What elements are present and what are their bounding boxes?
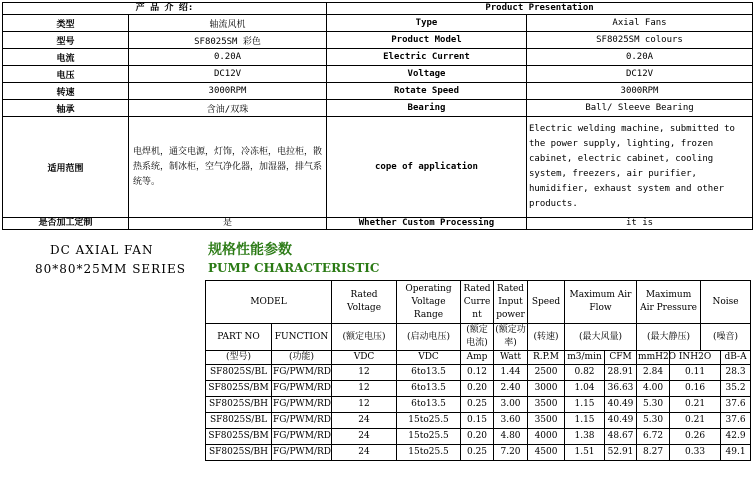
col-air-flow: Maximum Air Flow — [565, 281, 637, 324]
col-rated-voltage: Rated Voltage — [332, 281, 397, 324]
value-speed-cn: 3000RPM — [129, 83, 327, 100]
cell-rated-voltage: 24 — [332, 445, 397, 461]
cell-noise: 37.6 — [721, 413, 751, 429]
col-rated-current: Rated Curre nt — [461, 281, 494, 324]
cell-function: FG/PWM/RD — [272, 381, 332, 397]
cell-rated-current: 0.20 — [461, 381, 494, 397]
cell-pressure-in: 0.21 — [670, 397, 721, 413]
col-noise-cn: (噪音) — [701, 324, 751, 351]
table-row — [206, 413, 751, 429]
cell-operating-range: 15to25.5 — [397, 445, 461, 461]
label-custom-cn: 是否加工定制 — [3, 218, 129, 230]
cell-flow-m3: 1.38 — [565, 429, 605, 445]
label-bearing-en: Bearing — [327, 100, 527, 117]
cell-flow-m3: 1.04 — [565, 381, 605, 397]
cell-pressure-in: 0.21 — [670, 413, 721, 429]
cell-flow-cfm: 48.67 — [605, 429, 637, 445]
cell-speed: 4000 — [528, 429, 565, 445]
performance-title-cn: 规格性能参数 — [208, 242, 292, 258]
unit-noise: dB-A — [721, 351, 751, 365]
cell-rated-power: 7.20 — [494, 445, 528, 461]
value-voltage-en: DC12V — [527, 66, 753, 83]
cell-rated-voltage: 24 — [332, 413, 397, 429]
label-model-en: Product Model — [327, 32, 527, 49]
cell-noise: 49.1 — [721, 445, 751, 461]
col-speed-cn: (转速) — [528, 324, 565, 351]
value-bearing-en: Ball/ Sleeve Bearing — [527, 100, 753, 117]
cell-flow-cfm: 28.91 — [605, 365, 637, 381]
cell-flow-cfm: 36.63 — [605, 381, 637, 397]
col-function-cn: (功能) — [272, 351, 332, 365]
value-current-cn: 0.20A — [129, 49, 327, 66]
unit-flow-m3: m3/min — [565, 351, 605, 365]
cell-rated-power: 3.00 — [494, 397, 528, 413]
col-air-pressure: Maximum Air Pressure — [637, 281, 701, 324]
label-current-cn: 电流 — [3, 49, 129, 66]
value-type-cn: 轴流风机 — [129, 15, 327, 32]
cell-operating-range: 6to13.5 — [397, 365, 461, 381]
product-presentation-table — [2, 2, 753, 230]
cell-part-no: SF8025S/BM — [206, 381, 272, 397]
table-row — [206, 445, 751, 461]
cell-speed: 3000 — [528, 381, 565, 397]
cell-flow-m3: 1.51 — [565, 445, 605, 461]
unit-power: Watt — [494, 351, 528, 365]
col-rated-power: Rated Input power — [494, 281, 528, 324]
cell-part-no: SF8025S/BL — [206, 365, 272, 381]
label-model-cn: 型号 — [3, 32, 129, 49]
value-bearing-cn: 含油/双珠 — [129, 100, 327, 117]
cell-part-no: SF8025S/BM — [206, 429, 272, 445]
cell-rated-current: 0.15 — [461, 413, 494, 429]
label-type-cn: 类型 — [3, 15, 129, 32]
table-row — [206, 429, 751, 445]
cell-rated-current: 0.25 — [461, 397, 494, 413]
cell-flow-m3: 0.82 — [565, 365, 605, 381]
cell-operating-range: 15to25.5 — [397, 413, 461, 429]
col-speed: Speed — [528, 281, 565, 324]
cell-rated-power: 3.60 — [494, 413, 528, 429]
cell-rated-power: 4.80 — [494, 429, 528, 445]
cell-rated-current: 0.12 — [461, 365, 494, 381]
value-application-cn: 电焊机，通交电源，灯饰，冷冻柜，电拉柜，散热系统，制冰柜，空气净化器，加湿器，排气系统等。 — [129, 117, 327, 218]
cell-part-no: SF8025S/BL — [206, 413, 272, 429]
cell-rated-voltage: 12 — [332, 397, 397, 413]
unit-voltage: VDC — [332, 351, 397, 365]
value-type-en: Axial Fans — [527, 15, 753, 32]
cell-flow-cfm: 52.91 — [605, 445, 637, 461]
cell-pressure-mm: 5.30 — [637, 413, 670, 429]
cell-function: FG/PWM/RD — [272, 445, 332, 461]
header-cn: 产 品 介 绍: — [3, 3, 327, 15]
value-voltage-cn: DC12V — [129, 66, 327, 83]
cell-rated-current: 0.20 — [461, 429, 494, 445]
label-bearing-cn: 轴承 — [3, 100, 129, 117]
cell-part-no: SF8025S/BH — [206, 445, 272, 461]
label-custom-en: Whether Custom Processing — [327, 218, 527, 230]
label-voltage-en: Voltage — [327, 66, 527, 83]
label-type-en: Type — [327, 15, 527, 32]
value-current-en: 0.20A — [527, 49, 753, 66]
cell-speed: 2500 — [528, 365, 565, 381]
label-current-en: Electric Current — [327, 49, 527, 66]
cell-function: FG/PWM/RD — [272, 429, 332, 445]
unit-flow-cfm: CFM — [605, 351, 637, 365]
table-row — [206, 397, 751, 413]
col-part-no: PART NO — [206, 324, 272, 351]
cell-speed: 4500 — [528, 445, 565, 461]
value-custom-en: it is — [527, 218, 753, 230]
header-en: Product Presentation — [327, 3, 753, 15]
cell-noise: 42.9 — [721, 429, 751, 445]
cell-pressure-mm: 5.30 — [637, 397, 670, 413]
cell-flow-cfm: 40.49 — [605, 397, 637, 413]
cell-flow-cfm: 40.49 — [605, 413, 637, 429]
cell-pressure-in: 0.26 — [670, 429, 721, 445]
cell-flow-m3: 1.15 — [565, 397, 605, 413]
col-air-pressure-cn: (最大静压) — [637, 324, 701, 351]
label-application-en: cope of application — [327, 117, 527, 218]
series-title-line2: 80*80*25MM SERIES — [35, 262, 186, 276]
performance-table — [205, 280, 751, 461]
col-rated-voltage-cn: (额定电压) — [332, 324, 397, 351]
cell-pressure-mm: 2.84 — [637, 365, 670, 381]
col-function: FUNCTION — [272, 324, 332, 351]
cell-pressure-in: 0.11 — [670, 365, 721, 381]
col-air-flow-cn: (最大风量) — [565, 324, 637, 351]
cell-pressure-in: 0.16 — [670, 381, 721, 397]
cell-pressure-mm: 6.72 — [637, 429, 670, 445]
unit-speed: R.P.M — [528, 351, 565, 365]
col-noise: Noise — [701, 281, 751, 324]
cell-function: FG/PWM/RD — [272, 365, 332, 381]
col-operating-range-cn: (启动电压) — [397, 324, 461, 351]
cell-operating-range: 15to25.5 — [397, 429, 461, 445]
label-speed-cn: 转速 — [3, 83, 129, 100]
value-model-cn: SF8025SM 彩色 — [129, 32, 327, 49]
col-model: MODEL — [206, 281, 332, 324]
cell-part-no: SF8025S/BH — [206, 397, 272, 413]
unit-range: VDC — [397, 351, 461, 365]
col-rated-power-cn: (额定功率) — [494, 324, 528, 351]
cell-pressure-mm: 4.00 — [637, 381, 670, 397]
cell-flow-m3: 1.15 — [565, 413, 605, 429]
col-operating-range: Operating Voltage Range — [397, 281, 461, 324]
performance-title-en: PUMP CHARACTERISTIC — [208, 261, 380, 275]
unit-current: Amp — [461, 351, 494, 365]
cell-pressure-in: 0.33 — [670, 445, 721, 461]
value-speed-en: 3000RPM — [527, 83, 753, 100]
value-custom-cn: 是 — [129, 218, 327, 230]
cell-rated-power: 2.40 — [494, 381, 528, 397]
cell-rated-voltage: 24 — [332, 429, 397, 445]
col-rated-current-cn: (额定电流) — [461, 324, 494, 351]
label-application-cn: 适用范围 — [3, 117, 129, 218]
unit-pressure-mm: mmH2O — [637, 351, 670, 365]
col-part-no-cn: (型号) — [206, 351, 272, 365]
series-title-line1: DC AXIAL FAN — [50, 243, 154, 257]
cell-pressure-mm: 8.27 — [637, 445, 670, 461]
value-application-en: Electric welding machine, submitted to the power supply, lighting, frozen cabinet, electric cabinet, cooling system, freezers, air purifier, humidifier, exhaust system and other products. — [527, 117, 753, 218]
cell-noise: 28.3 — [721, 365, 751, 381]
value-model-en: SF8025SM colours — [527, 32, 753, 49]
unit-pressure-in: INH2O — [670, 351, 721, 365]
table-row — [206, 365, 751, 381]
cell-operating-range: 6to13.5 — [397, 397, 461, 413]
label-speed-en: Rotate Speed — [327, 83, 527, 100]
table-row — [206, 381, 751, 397]
cell-rated-voltage: 12 — [332, 365, 397, 381]
cell-operating-range: 6to13.5 — [397, 381, 461, 397]
cell-function: FG/PWM/RD — [272, 413, 332, 429]
cell-function: FG/PWM/RD — [272, 397, 332, 413]
cell-speed: 3500 — [528, 397, 565, 413]
cell-rated-current: 0.25 — [461, 445, 494, 461]
cell-rated-voltage: 12 — [332, 381, 397, 397]
cell-rated-power: 1.44 — [494, 365, 528, 381]
cell-speed: 3500 — [528, 413, 565, 429]
cell-noise: 37.6 — [721, 397, 751, 413]
cell-noise: 35.2 — [721, 381, 751, 397]
label-voltage-cn: 电压 — [3, 66, 129, 83]
